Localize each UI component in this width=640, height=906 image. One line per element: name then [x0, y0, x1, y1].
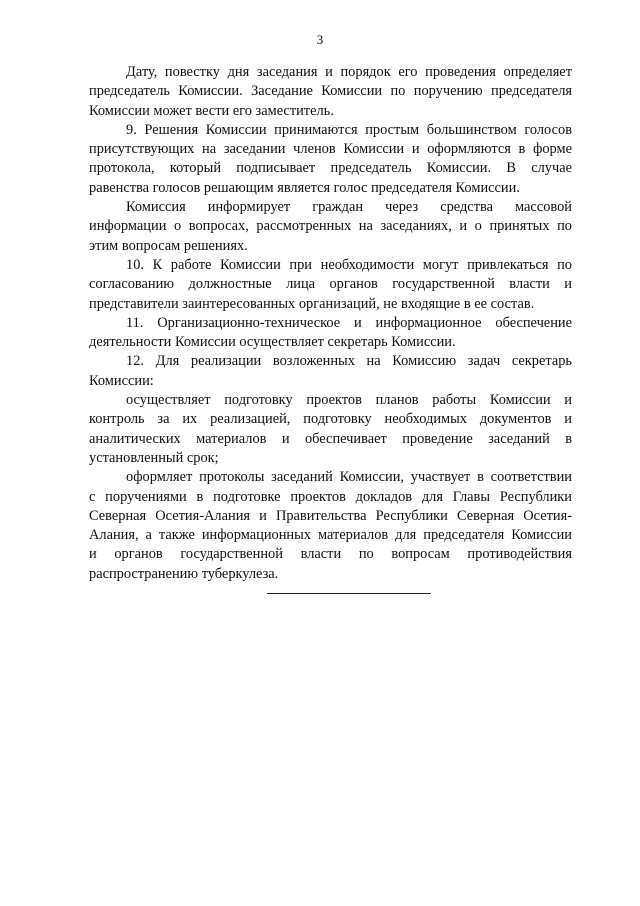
paragraph-line: 12. Для реализации возложенных на Комиссию задач секретарь — [126, 353, 572, 370]
paragraph-line: 10. К работе Комиссии при необходимости могут привлекаться по — [126, 256, 572, 273]
paragraph-line: оформляет протоколы заседаний Комиссии, участвует в соответствии — [126, 469, 572, 486]
paragraph-line: с поручениями в подготовке проектов докладов для Главы Республики — [89, 488, 572, 505]
paragraph-line: Комиссии может вести его заместитель. — [89, 102, 334, 119]
paragraph-line: председатель Комиссии. Заседание Комиссии по поручению председателя — [89, 83, 572, 100]
paragraph-line: Комиссия информирует граждан через средства массовой — [126, 199, 572, 216]
paragraph-line: присутствующих на заседании членов Комиссии и оформляются в форме — [89, 141, 572, 158]
paragraph-line: распространению туберкулеза. — [89, 565, 279, 582]
paragraph-line: аналитических материалов и обеспечивает проведение заседаний в — [89, 430, 572, 447]
paragraph-line: контроль за их реализацией, подготовку необходимых документов и — [89, 411, 572, 428]
paragraph-line: протокола, который подписывает председатель Комиссии. В случае — [89, 160, 572, 177]
paragraph-line: согласованию должностные лица органов государственной власти и — [89, 276, 572, 293]
paragraph-line: Алания, а также информационных материалов для председателя Комиссии — [89, 527, 572, 544]
paragraph-line: деятельности Комиссии осуществляет секретарь Комиссии. — [89, 334, 456, 351]
paragraph-line: представители заинтересованных организаций, не входящие в ее состав. — [89, 295, 535, 312]
document-body — [89, 63, 572, 584]
paragraph-line: 11. Организационно-техническое и информационное обеспечение — [126, 314, 572, 331]
end-of-document-rule — [267, 593, 431, 594]
paragraph-date-agenda — [89, 63, 572, 121]
paragraph-line: Дату, повестку дня заседания и порядок его проведения определяет — [126, 64, 572, 80]
paragraph-line: установленный срок; — [89, 449, 219, 466]
paragraph-line: 9. Решения Комиссии принимаются простым большинством голосов — [126, 121, 572, 138]
paragraph-12-minutes — [89, 468, 572, 584]
paragraph-line: этим вопросам решениях. — [89, 237, 248, 254]
paragraph-10-officials — [89, 256, 572, 314]
paragraph-line: осуществляет подготовку проектов планов работы Комиссии и — [126, 392, 572, 409]
paragraph-12-prepares — [89, 391, 572, 468]
paragraph-line: информации о вопросах, рассмотренных на заседаниях, и о принятых по — [89, 218, 572, 235]
paragraph-line: равенства голосов решающим является голос председателя Комиссии. — [89, 179, 520, 196]
paragraph-9-decisions — [89, 121, 572, 198]
paragraph-informs — [89, 198, 572, 256]
paragraph-line: Комиссии: — [89, 372, 154, 389]
paragraph-12-secretary — [89, 352, 572, 391]
paragraph-line: Северная Осетия-Алания и Правительства Республики Северная Осетия- — [89, 507, 572, 524]
paragraph-11-support — [89, 314, 572, 353]
page-number: 3 — [316, 32, 324, 47]
paragraph-line: и органов государственной власти по вопросам противодействия — [89, 546, 572, 563]
